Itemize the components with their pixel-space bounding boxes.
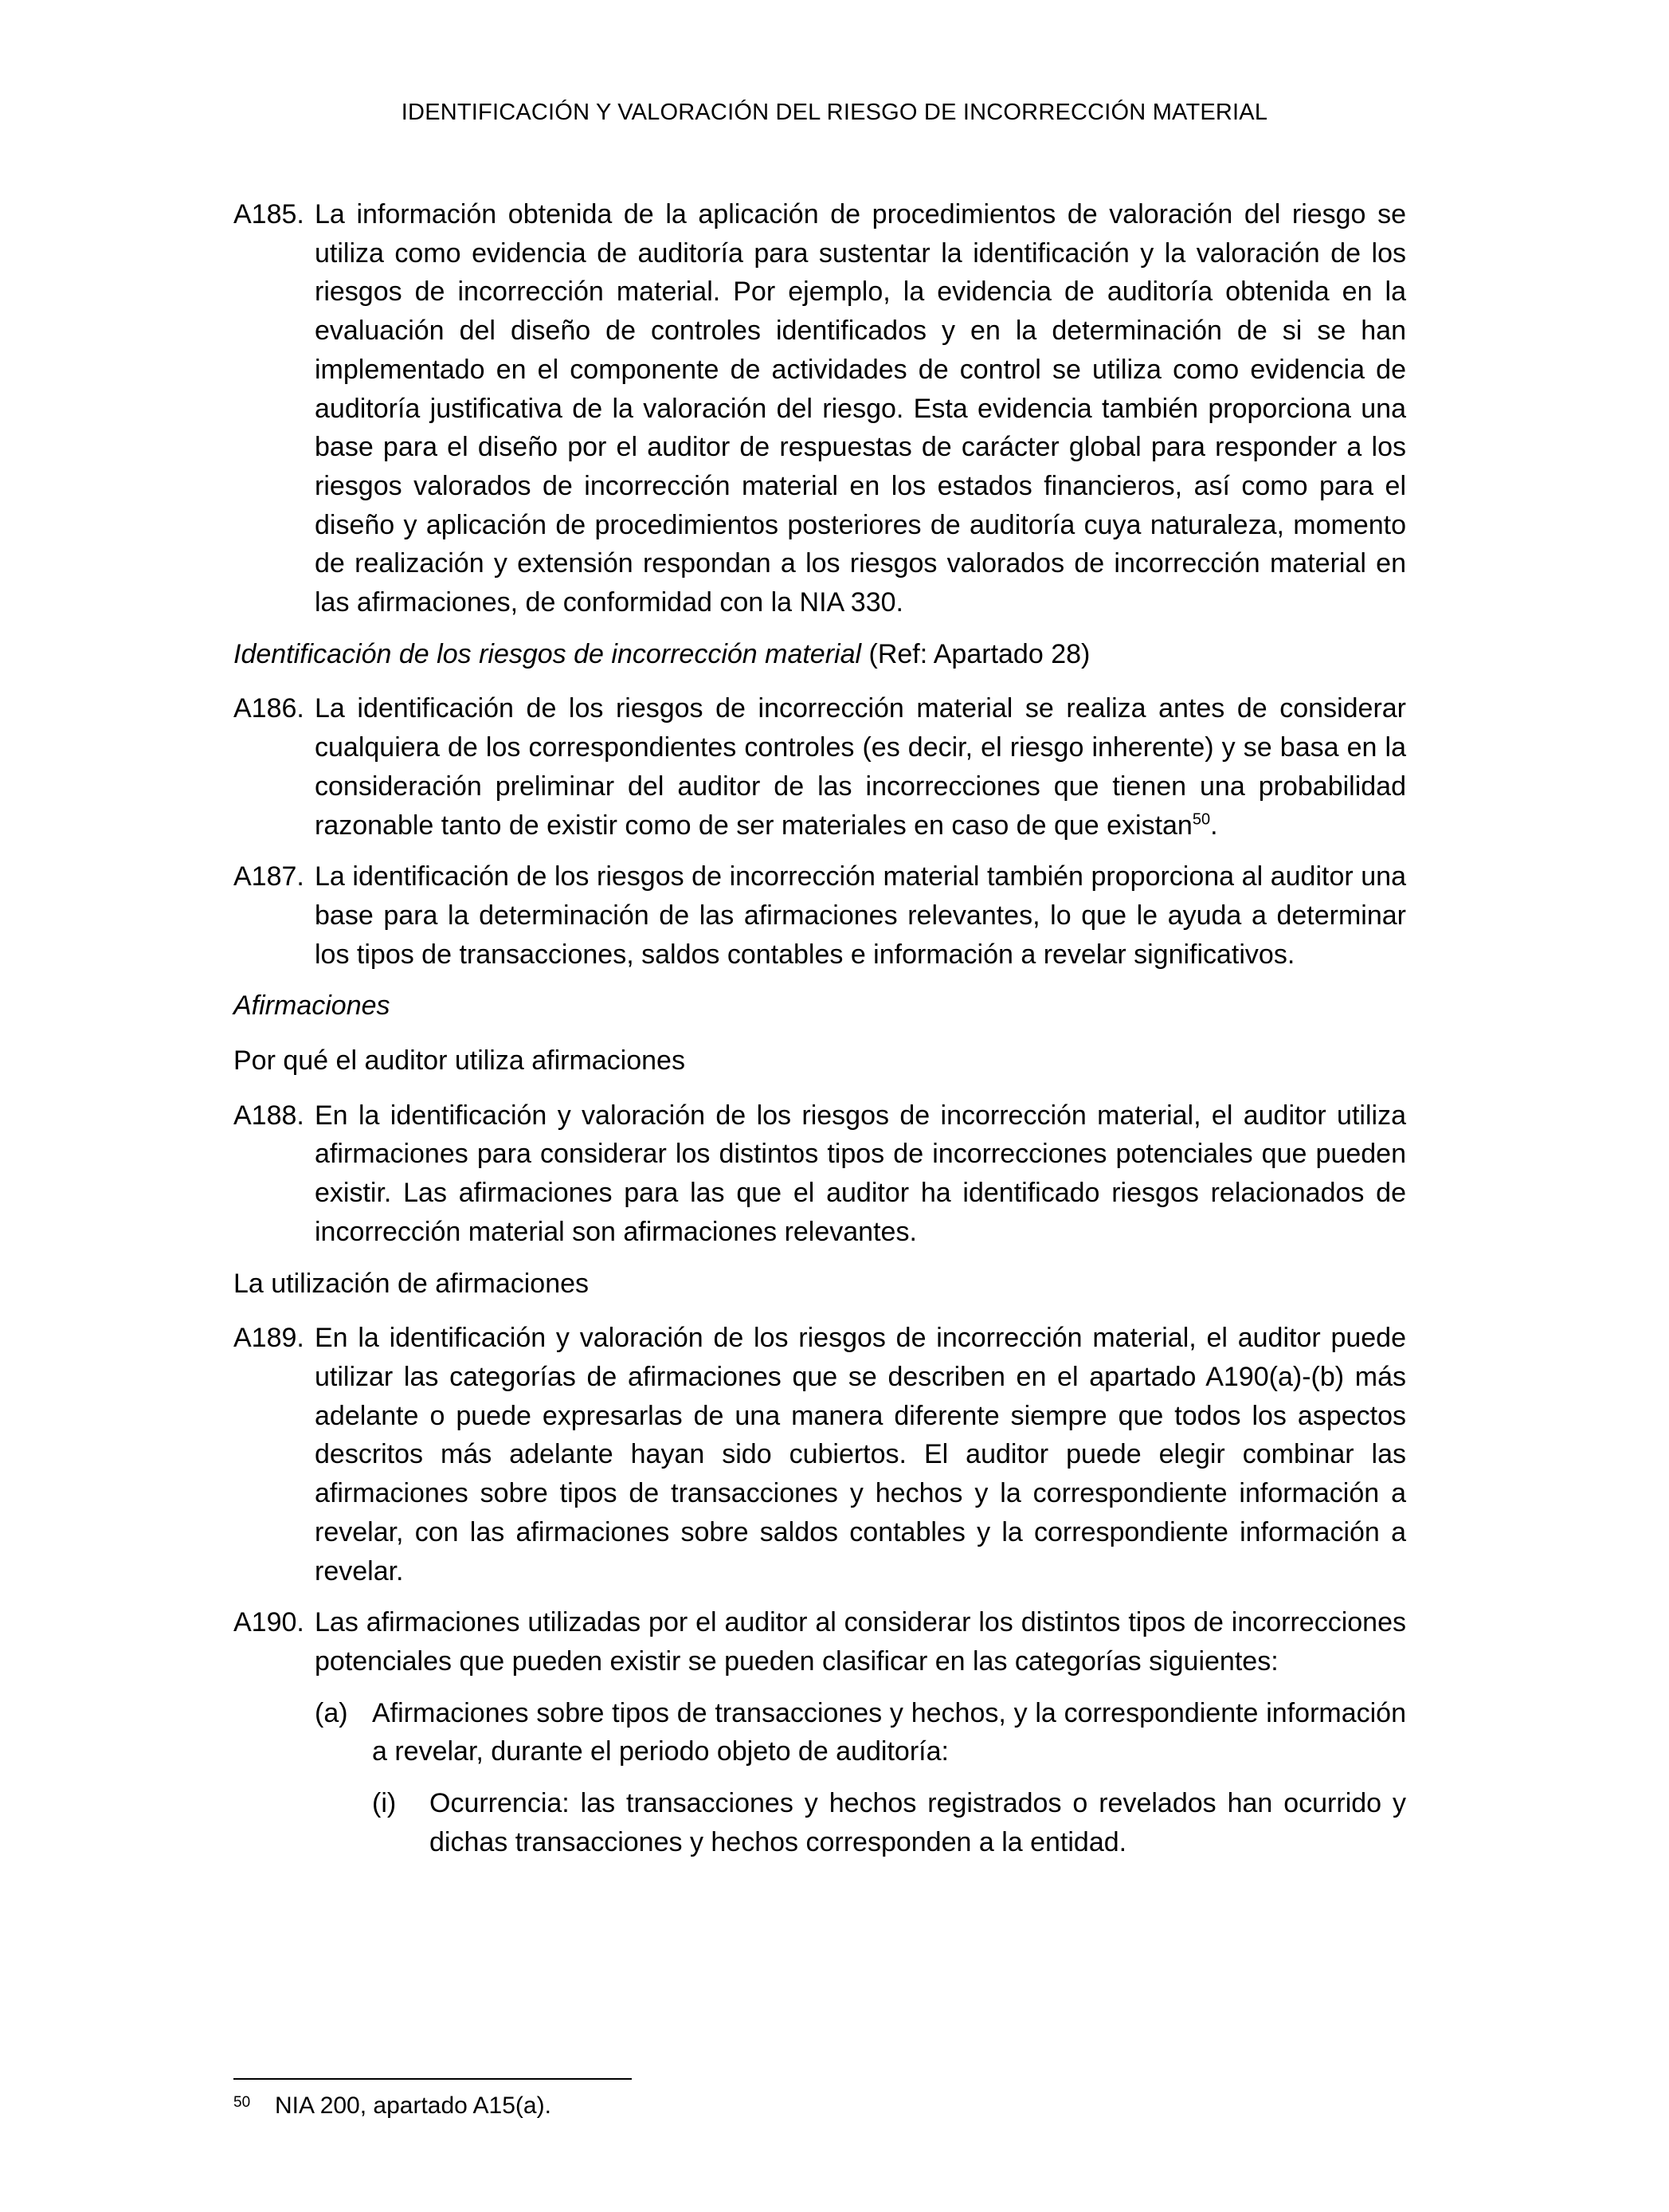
paragraph-number: A190. xyxy=(233,1607,304,1638)
paragraph-text: Las afirmaciones utilizadas por el auditor al considerar los distintos tipos de incorrecciones potenciales que pueden existir se pueden clasificar en las categorías siguientes: xyxy=(315,1607,1406,1677)
list-item-i xyxy=(372,1784,1406,1861)
heading-reference: (Ref: Apartado 28) xyxy=(861,638,1091,669)
paragraph-text: En la identificación y valoración de los riesgos de incorrección material, el auditor utiliza afirmaciones para considerar los distintos tipos de incorrecciones potenciales que pueden existir. Las afirmaciones para las que el auditor ha identificado riesgos relacionados de incorrección material son afirmaciones relevantes. xyxy=(315,1100,1406,1247)
paragraph-end: . xyxy=(1210,810,1218,841)
paragraph-number: A189. xyxy=(233,1323,304,1354)
section-heading-afirmaciones: Afirmaciones xyxy=(233,990,390,1022)
paragraph-text: En la identificación y valoración de los riesgos de incorrección material, el auditor puede utilizar las categorías de afirmaciones que se describen en el apartado A190(a)-(b) más adelante o puede expresarlas de una manera diferente siempre que todos los aspectos descritos más adelante hayan sido cubiertos. El auditor puede elegir combinar las afirmaciones sobre tipos de transacciones y hechos y la correspondiente información a revelar, con las afirmaciones sobre saldos contables y la correspondiente información a revelar. xyxy=(315,1323,1406,1586)
section-heading-identificacion xyxy=(233,635,1406,674)
heading-italic-text: Identificación de los riesgos de incorrección material xyxy=(233,638,862,669)
page-header: IDENTIFICACIÓN Y VALORACIÓN DEL RIESGO DE INCORRECCIÓN MATERIAL xyxy=(401,100,1268,125)
paragraph-number: A185. xyxy=(233,199,304,229)
paragraph-a187 xyxy=(233,857,1406,974)
footnote xyxy=(233,2092,551,2120)
paragraph-a186 xyxy=(233,689,1406,845)
footnote-text: NIA 200, apartado A15(a). xyxy=(275,2092,551,2119)
paragraph-number: A186. xyxy=(233,693,304,724)
list-item-text: Afirmaciones sobre tipos de transacciones y hechos, y la correspondiente información a revelar, durante el periodo objeto de auditoría: xyxy=(372,1697,1406,1767)
paragraph-text: La identificación de los riesgos de incorrección material se realiza antes de considerar cualquiera de los correspondientes controles (es decir, el riesgo inherente) y se basa en la consideración preliminar del auditor de las incorrecciones que tienen una probabilidad razonable tanto de existir como de ser materiales en caso de que existan xyxy=(315,693,1406,841)
paragraph-a190 xyxy=(233,1603,1406,1681)
paragraph-text: La identificación de los riesgos de incorrección material también proporciona al auditor una base para la determinación de las afirmaciones relevantes, lo que le ayuda a determinar los tipos de transacciones, saldos contables e información a revelar significativos. xyxy=(315,861,1406,970)
paragraph-number: A187. xyxy=(233,861,304,892)
paragraph-text-container xyxy=(315,689,1406,845)
paragraph-a185 xyxy=(233,195,1406,622)
page-content xyxy=(233,195,1406,1874)
subsection-heading-por-que: Por qué el auditor utiliza afirmaciones xyxy=(233,1045,685,1077)
list-item-text: Ocurrencia: las transacciones y hechos registrados o revelados han ocurrido y dichas transacciones y hechos corresponden a la entidad. xyxy=(429,1788,1406,1857)
paragraph-number: A188. xyxy=(233,1100,304,1131)
paragraph-a188 xyxy=(233,1096,1406,1252)
list-item-a xyxy=(315,1694,1406,1771)
list-item-marker: (a) xyxy=(315,1697,348,1728)
paragraph-a189 xyxy=(233,1319,1406,1590)
list-item-marker: (i) xyxy=(372,1788,397,1819)
footnote-reference: 50 xyxy=(1192,810,1211,829)
footnote-separator xyxy=(233,2078,632,2080)
footnote-number: 50 xyxy=(233,2094,251,2111)
paragraph-text: La información obtenida de la aplicación de procedimientos de valoración del riesgo se utiliza como evidencia de auditoría para sustentar la identificación y la valoración de los riesgos de incorrección material. Por ejemplo, la evidencia de auditoría obtenida en la evaluación del diseño de controles identificados y en la determinación de si se han implementado en el componente de actividades de control se utiliza como evidencia de auditoría justificativa de la valoración del riesgo. Esta evidencia también proporciona una base para el diseño por el auditor de respuestas de carácter global para responder a los riesgos valorados de incorrección material en los estados financieros, así como para el diseño y aplicación de procedimientos posteriores de auditoría cuya naturaleza, momento de realización y extensión respondan a los riesgos valorados de incorrección material en las afirmaciones, de conformidad con la NIA 330. xyxy=(315,199,1406,618)
subsection-heading-utilizacion: La utilización de afirmaciones xyxy=(233,1268,590,1299)
